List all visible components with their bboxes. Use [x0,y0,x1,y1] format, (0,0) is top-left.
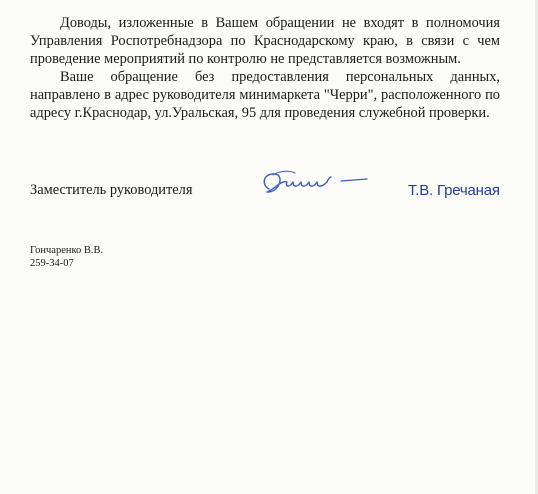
executor-block [30,244,103,270]
signer-title: Заместитель руководителя [30,182,193,198]
paragraph-2: Ваше обращение без предоставления персональных данных, направлено в адрес руководителя минимаркета "Черри", расположенного по адресу г.Краснодар, ул.Уральская, 95 для проведения служебной проверки. [30,69,500,121]
handwritten-signature [255,165,375,205]
executor-phone: 259-34-07 [30,258,74,269]
signer-name: Т.В. Гречаная [408,182,500,199]
executor-name: Гончаренко В.В. [30,245,104,256]
letter-body [30,14,500,122]
paragraph-1: Доводы, изложенные в Вашем обращении не входят в полномочия Управления Роспотребнадзора по Краснодарскому краю, в связи с чем проведение мероприятий по контролю не представляется возможным. [30,15,500,67]
